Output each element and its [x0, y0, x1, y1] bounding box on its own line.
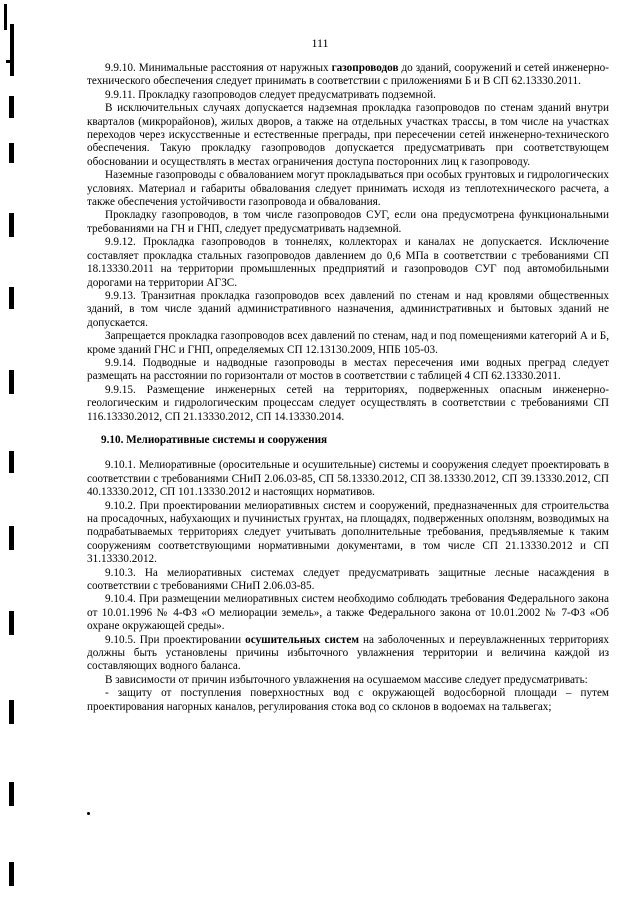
paragraph-9-10-1: 9.10.1. Мелиоративные (оросительные и осушительные) системы и сооружения следует проектировать в соответствии с требованиями СНиП 2.06.03-85, СП 58.13330.2012, СП 38.13330.2012, СП 39.13330.2012, СП 40.13330.2012, СП 101.13330.2012 и настоящих нормативов.	[87, 459, 609, 499]
page-number: 111	[311, 36, 329, 50]
document-body	[87, 62, 609, 714]
paragraph: В зависимости от причин избыточного увлажнения на осушаемом массиве следует предусматривать:	[105, 673, 588, 686]
paragraph-9-10-2: 9.10.2. При проектировании мелиоративных систем и сооружений, предназначенных для строительства на просадочных, набухающих и пучинистых грунтах, на площадях, подверженных оползням, возводимых на подрабатываемых территориях следует учитывать дополнительные требования, предъявляемые к таким сооружениям соответствующими нормативными документами, в том числе СП 21.13330.2012 и СП 31.13330.2012.	[87, 499, 609, 566]
paragraph-9-10-5: 9.10.5. При проектировании осушительных систем на заболоченных и переувлажненных территориях должны быть установлены причины избыточного увлажнения территории и величина каждой из составляющих водного баланса.	[87, 633, 609, 673]
paragraph: В исключительных случаях допускается надземная прокладка газопроводов по стенам зданий внутри кварталов (микрорайонов), жилых дворов, а также на отдельных участках трассы, в том числе на участках переходов через искусственные и естественные преграды, при пересечении сетей инженерно-технического обеспечения. Такую прокладку газопроводов допускается предусматривать при соответствующем обосновании и осуществлять в местах ограничения доступа посторонних лиц к газопроводу.	[87, 102, 609, 168]
section-heading: 9.10. Мелиоративные системы и сооружения	[101, 433, 328, 446]
paragraph-9-9-13: 9.9.13. Транзитная прокладка газопроводов всех давлений по стенам и над кровлями общественных зданий, в том числе зданий административного назначения, административных и бытовых зданий не допускается.	[87, 289, 609, 329]
paragraph: Прокладку газопроводов, в том числе газопроводов СУГ, если она предусмотрена функциональными требованиями на ГН и ГНП, следует предусматривать надземной.	[87, 209, 609, 235]
paragraph-9-9-14: 9.9.14. Подводные и надводные газопроводы в местах пересечения ими водных преград следует размещать на расстоянии по горизонтали от мостов в соответствии с таблицей 4 СП 62.13330.2011.	[87, 356, 609, 383]
binding-marks	[0, 0, 30, 905]
paragraph: Наземные газопроводы с обвалованием могут прокладываться при особых грунтовых и гидрологических условиях. Материал и габариты обвалования следует принимать исходя из теплотехнического расчета, а также обеспечения устойчивости газопровода и обвалования.	[87, 169, 609, 209]
bold-term: осушительных систем	[245, 633, 359, 646]
paragraph-9-9-15: 9.9.15. Размещение инженерных сетей на территориях, подверженных опасным инженерно-геологическим и гидрологическим процессам следует осуществлять в соответствии с требованиями СП 116.13330.2012, СП 21.13330.2012, СП 14.13330.2014.	[87, 383, 609, 423]
bullet-dot	[87, 812, 90, 815]
paragraph-9-9-10: 9.9.10. Минимальные расстояния от наружных газопроводов до зданий, сооружений и сетей инженерно-технического обеспечения следует принимать в соответствии с приложениями Б и В СП 62.13330.2011.	[87, 62, 610, 88]
list-item: - защиту от поступления поверхностных вод с окружающей водосборной площади – путем проектирования нагорных каналов, регулирования стока вод со склонов в водоемах на тальвегах;	[87, 687, 609, 713]
bold-term: газопроводов	[331, 62, 399, 74]
paragraph-9-10-3: 9.10.3. На мелиоративных системах следует предусматривать защитные лесные насаждения в соответствии с требованиями СНиП 2.06.03-85.	[87, 566, 609, 593]
paragraph-9-10-4: 9.10.4. При размещении мелиоративных систем необходимо соблюдать требования Федерального закона от 10.01.1996 № 4-ФЗ «О мелиорации земель», а также Федерального закона от 10.01.2002 № 7-ФЗ «Об охране окружающей среды».	[87, 593, 609, 633]
paragraph-9-9-11: 9.9.11. Прокладку газопроводов следует предусматривать подземной.	[105, 88, 436, 101]
paragraph: Запрещается прокладка газопроводов всех давлений по стенам, над и под помещениями категорий А и Б, кроме зданий ГНС и ГНП, определяемых СП 12.13130.2009, НПБ 105-03.	[87, 330, 609, 356]
paragraph-9-9-12: 9.9.12. Прокладка газопроводов в тоннелях, коллекторах и каналах не допускается. Исключение составляет прокладка стальных газопроводов давлением до 0,6 МПа в соответствии с требованиями СП 18.13330.2011 на территории промышленных предприятий и газопроводов СУГ под автомобильными дорогами на территории АГЗС.	[87, 236, 609, 289]
